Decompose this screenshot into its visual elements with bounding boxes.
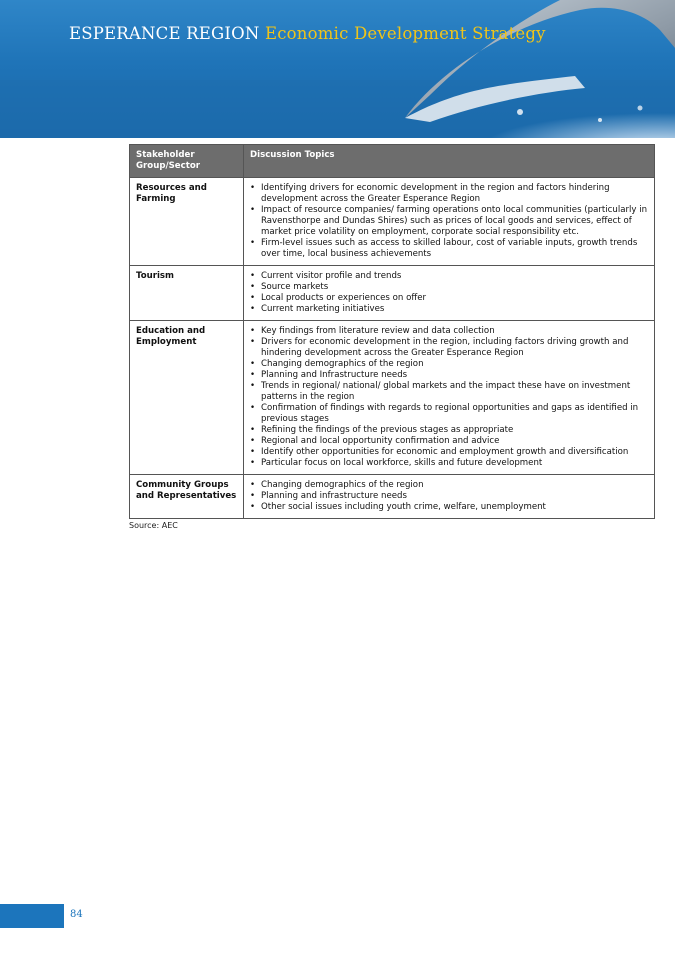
list-item: • Planning and infrastructure needs [248, 491, 648, 502]
topic-list [248, 183, 648, 260]
list-item: • Drivers for economic development in the region, including factors driving growth and hindering development across the Greater Esperance Region [248, 337, 648, 359]
list-item: • Regional and local opportunity confirmation and advice [248, 436, 648, 447]
list-item: • Local products or experiences on offer [248, 293, 648, 304]
group-cell: Education and Employment [130, 321, 244, 475]
list-item: • Trends in regional/ national/ global markets and the impact these have on investment patterns in the region [248, 381, 648, 403]
list-item: • Firm-level issues such as access to skilled labour, cost of variable inputs, growth trends over time, local business achievements [248, 238, 648, 260]
topics-cell [244, 321, 655, 475]
list-item: • Current marketing initiatives [248, 304, 648, 315]
table-row [130, 266, 655, 321]
dolphin-illustration [0, 0, 675, 138]
list-item: • Identify other opportunities for economic and employment growth and diversification [248, 447, 648, 458]
topic-list [248, 271, 648, 315]
list-item: • Changing demographics of the region [248, 359, 648, 370]
topics-cell [244, 475, 655, 519]
list-item: • Identifying drivers for economic development in the region and factors hindering development across the Greater Esperance Region [248, 183, 648, 205]
list-item: • Impact of resource companies/ farming operations onto local communities (particularly in Ravensthorpe and Dundas Shires) such as prices of local goods and services, effect of market price volatility on employment, corporate social responsibility etc. [248, 205, 648, 238]
list-item: • Planning and Infrastructure needs [248, 370, 648, 381]
list-item: • Changing demographics of the region [248, 480, 648, 491]
topics-cell [244, 178, 655, 266]
list-item: • Refining the findings of the previous stages as appropriate [248, 425, 648, 436]
table-row [130, 321, 655, 475]
main-content [129, 144, 654, 530]
list-item: • Key findings from literature review and data collection [248, 326, 648, 337]
title-strategy: Economic Development Strategy [264, 24, 546, 43]
list-item: • Source markets [248, 282, 648, 293]
column-header-topics: Discussion Topics [244, 145, 655, 178]
topic-list [248, 326, 648, 469]
page-number: 84 [70, 909, 83, 920]
group-cell: Community Groups and Representatives [130, 475, 244, 519]
group-cell: Resources and Farming [130, 178, 244, 266]
header-banner [0, 0, 675, 138]
column-header-group: Stakeholder Group/Sector [130, 145, 244, 178]
topics-cell [244, 266, 655, 321]
stakeholder-table [129, 144, 655, 519]
list-item: • Current visitor profile and trends [248, 271, 648, 282]
list-item: • Confirmation of findings with regards to regional opportunities and gaps as identified in previous stages [248, 403, 648, 425]
list-item: • Other social issues including youth crime, welfare, unemployment [248, 502, 648, 513]
list-item: • Particular focus on local workforce, skills and future development [248, 458, 648, 469]
table-row [130, 475, 655, 519]
table-source-note: Source: AEC [129, 521, 178, 530]
topic-list [248, 480, 648, 513]
table-header-row [130, 145, 655, 178]
table-row [130, 178, 655, 266]
document-title [69, 24, 546, 43]
footer-bar [0, 904, 64, 928]
group-cell: Tourism [130, 266, 244, 321]
title-region: ESPERANCE REGION [69, 24, 260, 43]
